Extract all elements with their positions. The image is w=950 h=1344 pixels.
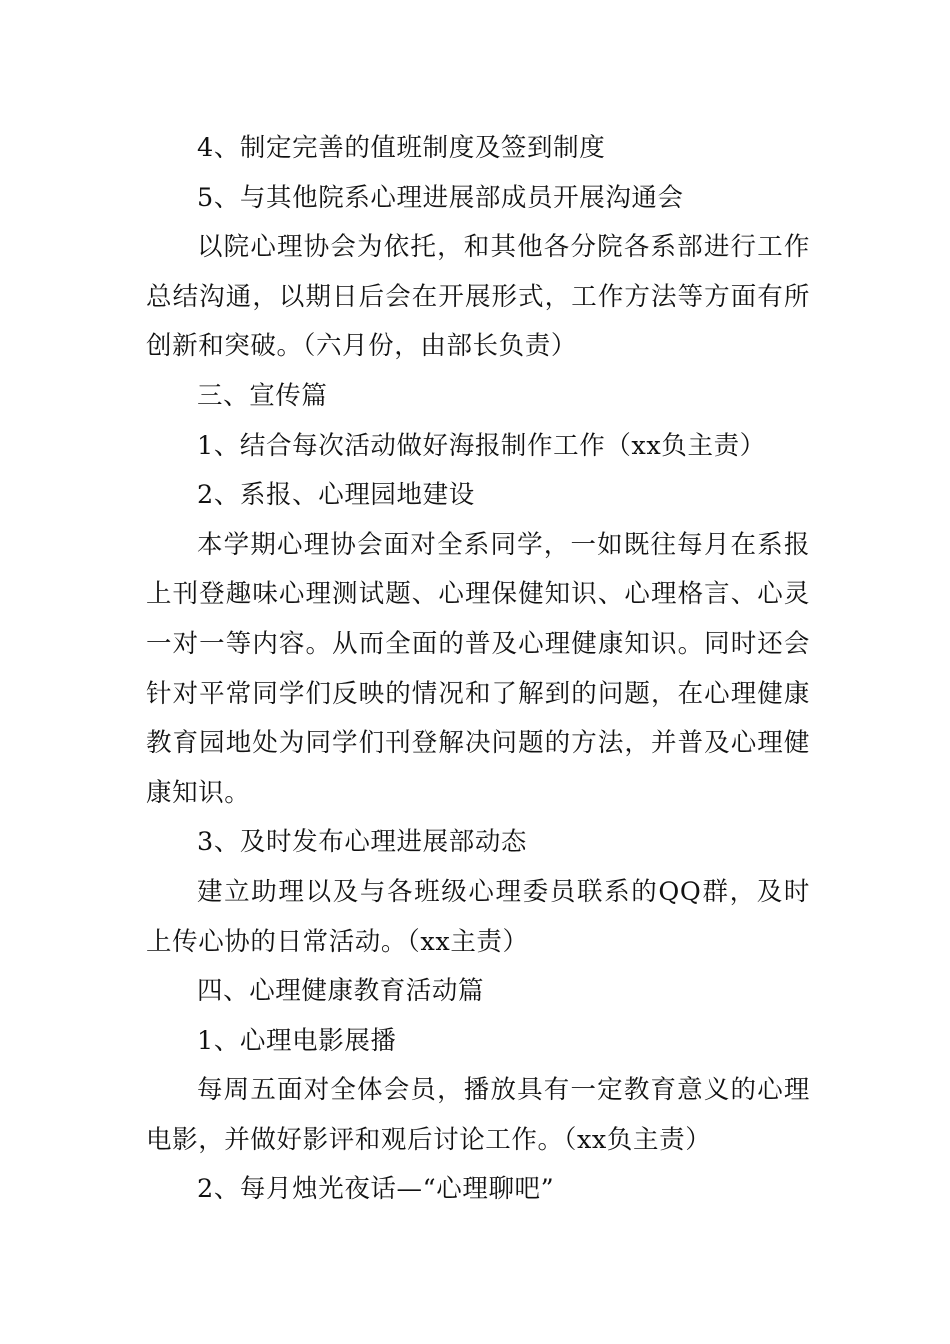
section-heading-publicity: 三、宣传篇: [197, 380, 328, 411]
paragraph-work-summary: 以院心理协会为依托，和其他各分院各系部进行工作总结沟通，以期日后会在开展形式，工作方法等方面有所创新和突破。（六月份，由部长负责）: [146, 232, 810, 362]
list-item-bulletin-garden: 2、系报、心理园地建设: [197, 480, 475, 511]
section-heading-education-activities: 四、心理健康教育活动篇: [197, 976, 485, 1007]
paragraph-bulletin-content: 本学期心理协会面对全系同学，一如既往每月在系报上刊登趣味心理测试题、心理保健知识、心理格言、心灵一对一等内容。从而全面的普及心理健康知识。同时还会针对平常同学们反映的情况和了解到的问题，在心理健康教育园地处为同学们刊登解决问题的方法，并普及心理健康知识。: [146, 529, 810, 808]
list-item-candlelight-talk: 2、每月烛光夜话—“心理聊吧”: [197, 1174, 555, 1205]
paragraph-qq-group: 建立助理以及与各班级心理委员联系的QQ群，及时上传心协的日常活动。（xx主责）: [146, 876, 810, 957]
list-item-poster-production: 1、结合每次活动做好海报制作工作（xx负主责）: [197, 430, 766, 461]
list-item-dynamics-release: 3、及时发布心理进展部动态: [197, 827, 528, 858]
list-item-movie-screening: 1、心理电影展播: [197, 1025, 397, 1056]
list-item-duty-system: 4、制定完善的值班制度及签到制度: [197, 133, 606, 163]
document-body: [146, 124, 810, 1215]
list-item-communication-meeting: 5、与其他院系心理进展部成员开展沟通会: [197, 182, 684, 213]
paragraph-movie-details: 每周五面对全体会员，播放具有一定教育意义的心理电影，并做好影评和观后讨论工作。（xx负主责）: [146, 1075, 810, 1155]
